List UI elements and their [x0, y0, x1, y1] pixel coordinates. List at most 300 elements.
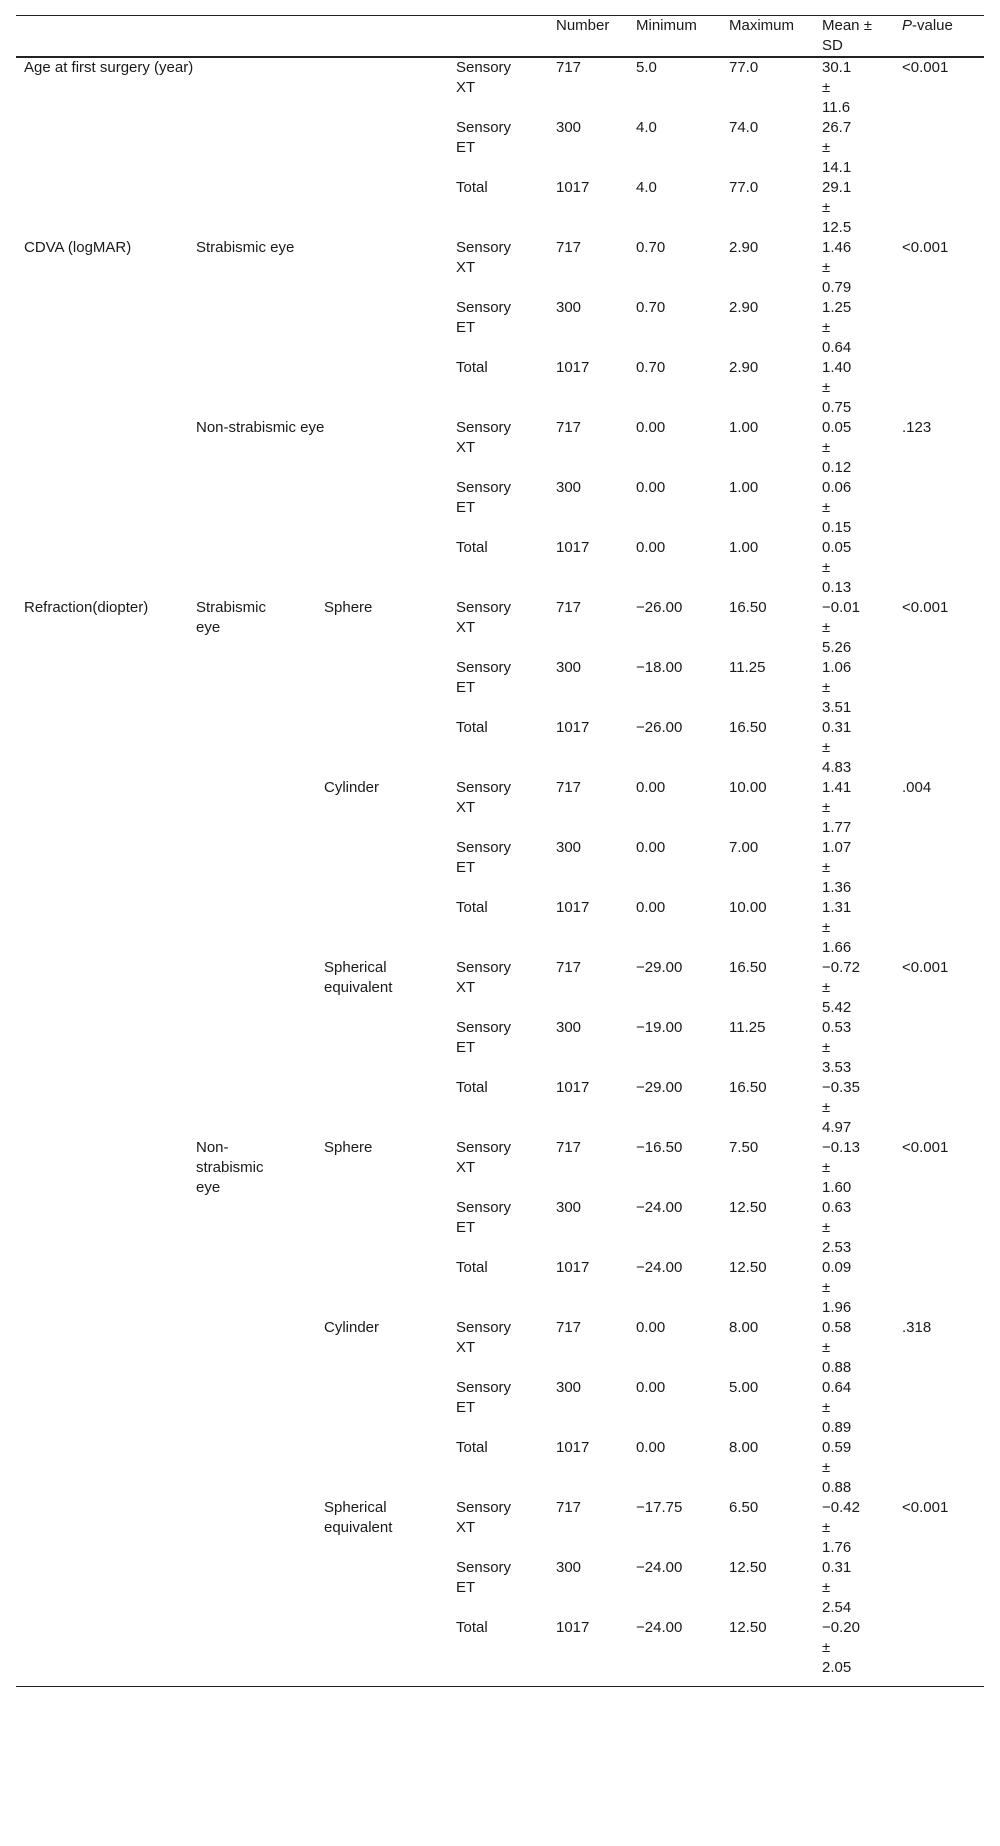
- mean-sd-part: 1.36: [822, 879, 852, 896]
- mean-sd-part: 0.63: [822, 1199, 852, 1216]
- group-cell: [448, 358, 548, 418]
- row-label-primary-text: CDVA (logMAR): [24, 239, 132, 256]
- header-p-rest: -value: [912, 17, 953, 34]
- mean-sd-cell: [814, 1498, 894, 1558]
- mean-sd-part: 1.96: [822, 1299, 852, 1316]
- row-label-primary: [16, 298, 188, 358]
- maximum-value: 16.50: [729, 719, 767, 736]
- header-row: [16, 16, 984, 58]
- number-value: 717: [556, 1499, 582, 1516]
- maximum-value: 12.50: [729, 1199, 767, 1216]
- p-value-cell: [894, 298, 984, 358]
- group-label-part: Sensory: [456, 119, 512, 136]
- mean-sd-part: 0.75: [822, 399, 852, 416]
- group-label-part: Sensory: [456, 239, 512, 256]
- number-value: 1017: [556, 1259, 590, 1276]
- row-label-secondary-text: Non-strabismic eye: [196, 1139, 264, 1196]
- group-label-part: Sensory: [456, 659, 512, 676]
- minimum-value: 0.00: [636, 839, 666, 856]
- row-label-tertiary: [316, 358, 448, 418]
- row-label-primary: [16, 118, 188, 178]
- row-label-primary: [16, 778, 188, 838]
- row-label-tertiary: [316, 838, 448, 898]
- mean-sd-part: 0.88: [822, 1359, 852, 1376]
- group-cell: [448, 1378, 548, 1438]
- number-value: 300: [556, 1019, 582, 1036]
- maximum-cell: [721, 538, 814, 598]
- group-cell: [448, 598, 548, 658]
- table-row: [16, 1258, 984, 1318]
- mean-sd-cell: [814, 1078, 894, 1138]
- p-value: .318: [902, 1319, 932, 1336]
- row-label-secondary: [188, 118, 316, 178]
- group-label-part: XT: [456, 799, 476, 816]
- number-cell: [548, 358, 628, 418]
- number-value: 1017: [556, 179, 590, 196]
- table-row: [16, 658, 984, 718]
- mean-sd-part: ±: [822, 679, 831, 696]
- number-cell: [548, 958, 628, 1018]
- row-label-secondary: [188, 298, 316, 358]
- table-row: [16, 1378, 984, 1438]
- mean-sd-part: 0.31: [822, 719, 852, 736]
- header-empty-2: [188, 16, 316, 58]
- group-label-part: XT: [456, 259, 476, 276]
- group-label-part: ET: [456, 1219, 476, 1236]
- row-label-primary: [16, 838, 188, 898]
- mean-sd-cell: [814, 598, 894, 658]
- group-label-part: Sensory: [456, 839, 512, 856]
- row-label-secondary-text: Strabismic eye: [196, 239, 295, 256]
- number-cell: [548, 838, 628, 898]
- table-row: [16, 238, 984, 298]
- number-value: 1017: [556, 359, 590, 376]
- group-label-part: Sensory: [456, 1379, 512, 1396]
- maximum-value: 77.0: [729, 59, 759, 76]
- mean-sd-part: ±: [822, 1519, 831, 1536]
- minimum-value: 0.00: [636, 1439, 666, 1456]
- group-label-part: XT: [456, 1519, 476, 1536]
- row-label-primary: [16, 1198, 188, 1258]
- group-label-part: XT: [456, 439, 476, 456]
- number-cell: [548, 538, 628, 598]
- maximum-cell: [721, 1438, 814, 1498]
- mean-sd-cell: [814, 478, 894, 538]
- mean-sd-part: 14.1: [822, 159, 852, 176]
- group-cell: [448, 1558, 548, 1618]
- mean-sd-part: 1.60: [822, 1179, 852, 1196]
- group-label-part: Sensory: [456, 959, 512, 976]
- number-value: 300: [556, 659, 582, 676]
- p-value-cell: [894, 1078, 984, 1138]
- maximum-value: 6.50: [729, 1499, 759, 1516]
- row-label-secondary: [188, 1198, 316, 1258]
- row-label-secondary: [188, 1378, 316, 1438]
- minimum-value: 0.00: [636, 479, 666, 496]
- row-label-primary: [16, 1078, 188, 1138]
- group-label-part: ET: [456, 319, 476, 336]
- group-label-part: ET: [456, 1039, 476, 1056]
- mean-sd-part: ±: [822, 1399, 831, 1416]
- number-cell: [548, 418, 628, 478]
- minimum-cell: [628, 1498, 721, 1558]
- maximum-value: 5.00: [729, 1379, 759, 1396]
- group-cell: [448, 658, 548, 718]
- mean-sd-part: 0.05: [822, 419, 852, 436]
- minimum-cell: [628, 298, 721, 358]
- row-label-secondary: [188, 1498, 316, 1558]
- row-label-tertiary: [316, 1498, 448, 1558]
- mean-sd-part: ±: [822, 1039, 831, 1056]
- minimum-cell: [628, 1318, 721, 1378]
- maximum-cell: [721, 1558, 814, 1618]
- number-cell: [548, 1438, 628, 1498]
- maximum-value: 1.00: [729, 539, 759, 556]
- number-value: 300: [556, 1379, 582, 1396]
- p-value-cell: [894, 358, 984, 418]
- row-label-tertiary: [316, 178, 448, 238]
- mean-sd-part: −0.35: [822, 1079, 860, 1096]
- table-row: [16, 718, 984, 778]
- row-label-tertiary: [316, 658, 448, 718]
- mean-sd-part: 1.76: [822, 1539, 852, 1556]
- mean-sd-cell: [814, 178, 894, 238]
- header-p-value: [894, 16, 984, 58]
- row-label-tertiary: [316, 1078, 448, 1138]
- mean-sd-part: ±: [822, 1579, 831, 1596]
- row-label-tertiary: [316, 1138, 448, 1198]
- mean-sd-part: 1.06: [822, 659, 852, 676]
- row-label-primary: [16, 658, 188, 718]
- row-label-secondary: [188, 898, 316, 958]
- p-value-cell: [894, 838, 984, 898]
- group-cell: [448, 838, 548, 898]
- minimum-cell: [628, 1378, 721, 1438]
- p-value-cell: [894, 1318, 984, 1378]
- row-label-primary: [16, 1018, 188, 1078]
- minimum-cell: [628, 1258, 721, 1318]
- row-label-secondary: [188, 478, 316, 538]
- minimum-cell: [628, 358, 721, 418]
- group-label-part: Total: [456, 1259, 488, 1276]
- group-label-part: Sensory: [456, 299, 512, 316]
- number-cell: [548, 1198, 628, 1258]
- minimum-value: 0.70: [636, 299, 666, 316]
- mean-sd-part: 1.40: [822, 359, 852, 376]
- mean-sd-part: 0.58: [822, 1319, 852, 1336]
- maximum-cell: [721, 178, 814, 238]
- number-cell: [548, 1618, 628, 1687]
- minimum-value: −16.50: [636, 1139, 683, 1156]
- table-row: [16, 1618, 984, 1687]
- group-label-part: ET: [456, 1399, 476, 1416]
- mean-sd-cell: [814, 418, 894, 478]
- group-cell: [448, 538, 548, 598]
- mean-sd-part: ±: [822, 1339, 831, 1356]
- number-value: 300: [556, 1559, 582, 1576]
- mean-sd-cell: [814, 1378, 894, 1438]
- row-label-tertiary-text: Spherical equivalent: [324, 959, 393, 996]
- minimum-cell: [628, 1558, 721, 1618]
- row-label-secondary: [188, 598, 316, 658]
- minimum-value: 0.00: [636, 1379, 666, 1396]
- row-label-primary: [16, 718, 188, 778]
- group-label-part: Sensory: [456, 419, 512, 436]
- group-label-part: XT: [456, 979, 476, 996]
- mean-sd-part: 1.25: [822, 299, 852, 316]
- number-cell: [548, 1078, 628, 1138]
- table-row: [16, 1018, 984, 1078]
- row-label-tertiary: [316, 478, 448, 538]
- mean-sd-cell: [814, 778, 894, 838]
- mean-sd-cell: [814, 658, 894, 718]
- row-label-primary: [16, 238, 188, 298]
- number-cell: [548, 1138, 628, 1198]
- mean-sd-part: −0.72: [822, 959, 860, 976]
- number-cell: [548, 898, 628, 958]
- mean-sd-cell: [814, 1018, 894, 1078]
- row-label-tertiary: [316, 958, 448, 1018]
- mean-sd-part: ±: [822, 739, 831, 756]
- header-empty-1: [16, 16, 188, 58]
- number-cell: [548, 598, 628, 658]
- table-row: [16, 598, 984, 658]
- mean-sd-cell: [814, 298, 894, 358]
- row-label-tertiary: [316, 1438, 448, 1498]
- mean-sd-cell: [814, 1618, 894, 1687]
- mean-sd-part: ±: [822, 1159, 831, 1176]
- maximum-cell: [721, 418, 814, 478]
- mean-sd-cell: [814, 1198, 894, 1258]
- table-row: [16, 418, 984, 478]
- number-value: 717: [556, 239, 582, 256]
- mean-sd-part: 0.05: [822, 539, 852, 556]
- mean-sd-cell: [814, 118, 894, 178]
- number-cell: [548, 118, 628, 178]
- number-value: 1017: [556, 1439, 590, 1456]
- row-label-tertiary: [316, 1378, 448, 1438]
- group-label-part: Total: [456, 1619, 488, 1636]
- header-mean-sd: [814, 16, 894, 58]
- table-row: [16, 1198, 984, 1258]
- number-value: 300: [556, 839, 582, 856]
- maximum-cell: [721, 778, 814, 838]
- minimum-value: −24.00: [636, 1619, 683, 1636]
- row-label-primary: [16, 1438, 188, 1498]
- row-label-primary: [16, 598, 188, 658]
- maximum-value: 11.25: [729, 1019, 766, 1036]
- mean-sd-cell: [814, 718, 894, 778]
- row-label-primary: [16, 1618, 188, 1687]
- p-value-cell: [894, 238, 984, 298]
- group-cell: [448, 718, 548, 778]
- p-value-cell: [894, 118, 984, 178]
- row-label-primary: [16, 898, 188, 958]
- mean-sd-cell: [814, 898, 894, 958]
- row-label-tertiary: [316, 598, 448, 658]
- p-value-cell: [894, 178, 984, 238]
- maximum-value: 2.90: [729, 359, 759, 376]
- mean-sd-part: ±: [822, 199, 831, 216]
- number-cell: [548, 1498, 628, 1558]
- row-label-secondary: [188, 418, 325, 478]
- number-value: 1017: [556, 899, 590, 916]
- group-label-part: Total: [456, 1439, 488, 1456]
- maximum-value: 7.00: [729, 839, 759, 856]
- table-row: [16, 1318, 984, 1378]
- maximum-value: 10.00: [729, 899, 767, 916]
- group-label-part: ET: [456, 859, 476, 876]
- mean-sd-part: 12.5: [822, 219, 852, 236]
- maximum-cell: [721, 658, 814, 718]
- group-label-part: XT: [456, 79, 476, 96]
- minimum-value: 0.00: [636, 1319, 666, 1336]
- row-label-secondary: [188, 178, 316, 238]
- p-value-cell: [894, 778, 984, 838]
- p-value-cell: [894, 57, 984, 118]
- p-value-cell: [894, 478, 984, 538]
- group-cell: [448, 1498, 548, 1558]
- mean-sd-cell: [814, 1318, 894, 1378]
- maximum-value: 16.50: [729, 959, 767, 976]
- number-cell: [548, 778, 628, 838]
- number-cell: [548, 298, 628, 358]
- number-value: 300: [556, 299, 582, 316]
- maximum-value: 1.00: [729, 479, 759, 496]
- row-label-tertiary-text: Sphere: [324, 599, 373, 616]
- number-cell: [548, 718, 628, 778]
- maximum-cell: [721, 1078, 814, 1138]
- row-label-primary: [16, 1138, 188, 1198]
- row-label-tertiary-text: Sphere: [324, 1139, 373, 1156]
- maximum-cell: [721, 358, 814, 418]
- number-cell: [548, 658, 628, 718]
- table-row: [16, 1498, 984, 1558]
- minimum-cell: [628, 538, 721, 598]
- row-label-tertiary-text: Cylinder: [324, 1319, 380, 1336]
- number-value: 717: [556, 59, 582, 76]
- table-body: [16, 57, 984, 1687]
- row-label-tertiary: [316, 1558, 448, 1618]
- header-empty-4: [448, 16, 548, 58]
- table-row: [16, 178, 984, 238]
- p-value-cell: [894, 1438, 984, 1498]
- p-value-cell: [894, 898, 984, 958]
- minimum-value: −19.00: [636, 1019, 683, 1036]
- maximum-value: 2.90: [729, 239, 759, 256]
- minimum-cell: [628, 778, 721, 838]
- mean-sd-part: 26.7: [822, 119, 852, 136]
- mean-sd-part: 0.12: [822, 459, 852, 476]
- group-label-part: Sensory: [456, 1139, 512, 1156]
- minimum-value: −29.00: [636, 1079, 683, 1096]
- row-label-secondary: [188, 538, 316, 598]
- group-cell: [448, 1078, 548, 1138]
- group-label-part: XT: [456, 619, 476, 636]
- mean-sd-part: ±: [822, 1639, 831, 1656]
- table-row: [16, 57, 984, 118]
- minimum-cell: [628, 238, 721, 298]
- p-value-cell: [894, 718, 984, 778]
- minimum-cell: [628, 598, 721, 658]
- group-cell: [448, 1018, 548, 1078]
- p-value-cell: [894, 1378, 984, 1438]
- row-label-primary: [16, 1558, 188, 1618]
- header-mean-line1: Mean ±: [822, 17, 872, 34]
- minimum-value: −24.00: [636, 1559, 683, 1576]
- header-minimum: Minimum: [636, 17, 697, 34]
- group-label-part: ET: [456, 139, 476, 156]
- mean-sd-part: ±: [822, 859, 831, 876]
- maximum-value: 8.00: [729, 1439, 759, 1456]
- minimum-cell: [628, 418, 721, 478]
- maximum-value: 12.50: [729, 1619, 767, 1636]
- row-label-secondary: [188, 838, 316, 898]
- group-label-part: ET: [456, 679, 476, 696]
- mean-sd-part: ±: [822, 259, 831, 276]
- mean-sd-cell: [814, 57, 894, 118]
- table-row: [16, 958, 984, 1018]
- maximum-cell: [721, 958, 814, 1018]
- minimum-cell: [628, 478, 721, 538]
- minimum-cell: [628, 658, 721, 718]
- mean-sd-part: 2.05: [822, 1659, 852, 1676]
- maximum-value: 77.0: [729, 179, 759, 196]
- row-label-tertiary: [316, 1258, 448, 1318]
- table-row: [16, 478, 984, 538]
- row-label-primary: [16, 1258, 188, 1318]
- row-label-secondary: [188, 1438, 316, 1498]
- table-container: [16, 15, 984, 1687]
- p-value: .123: [902, 419, 932, 436]
- row-label-secondary: [188, 1078, 316, 1138]
- group-label-part: Total: [456, 359, 488, 376]
- number-value: 717: [556, 779, 582, 796]
- table-row: [16, 118, 984, 178]
- group-cell: [448, 958, 548, 1018]
- p-value: <0.001: [902, 1139, 949, 1156]
- maximum-value: 11.25: [729, 659, 766, 676]
- row-label-secondary: [188, 57, 316, 118]
- mean-sd-cell: [814, 838, 894, 898]
- p-value: <0.001: [902, 959, 949, 976]
- minimum-value: −18.00: [636, 659, 683, 676]
- table-row: [16, 1438, 984, 1498]
- row-label-tertiary: [316, 1618, 448, 1687]
- group-label-part: Total: [456, 179, 488, 196]
- number-value: 1017: [556, 719, 590, 736]
- p-value-cell: [894, 1018, 984, 1078]
- row-label-secondary: [188, 1318, 316, 1378]
- header-maximum: Maximum: [729, 17, 795, 34]
- number-value: 717: [556, 599, 582, 616]
- row-label-primary-text: Refraction(diopter): [24, 599, 149, 616]
- row-label-secondary: [188, 958, 316, 1018]
- maximum-cell: [721, 1318, 814, 1378]
- minimum-cell: [628, 1438, 721, 1498]
- group-cell: [448, 1198, 548, 1258]
- mean-sd-part: 2.53: [822, 1239, 852, 1256]
- p-value: .004: [902, 779, 932, 796]
- mean-sd-part: ±: [822, 799, 831, 816]
- row-label-tertiary: [316, 1318, 448, 1378]
- mean-sd-part: 1.41: [822, 779, 852, 796]
- row-label-primary-text: Age at first surgery (year): [24, 59, 194, 76]
- group-label-part: XT: [456, 1159, 476, 1176]
- mean-sd-part: 0.53: [822, 1019, 852, 1036]
- p-value-cell: [894, 958, 984, 1018]
- row-label-primary: [16, 1498, 188, 1558]
